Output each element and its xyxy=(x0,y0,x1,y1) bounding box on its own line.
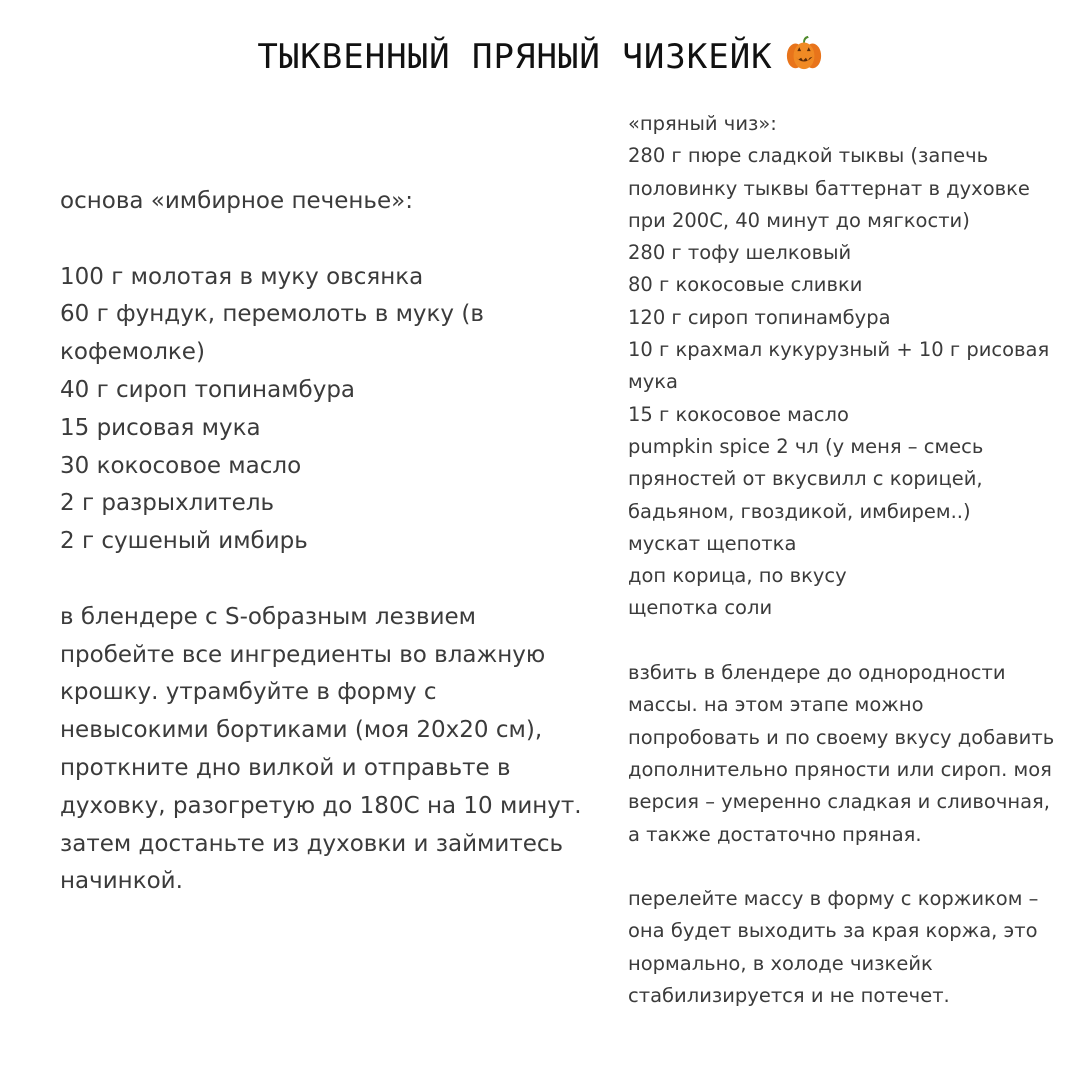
base-ingredients-list xyxy=(60,259,600,561)
page-title xyxy=(0,34,1080,77)
paragraph-line: невысокими бортиками (моя 20х20 см), xyxy=(60,717,543,744)
list-item: при 200С, 40 минут до мягкости) xyxy=(628,208,970,232)
filling-ingredients-list xyxy=(628,140,1078,624)
list-item: бадьяном, гвоздикой, имбирем..) xyxy=(628,499,971,523)
list-item: 30 кокосовое масло xyxy=(60,452,302,479)
list-item: 40 г сироп топинамбура xyxy=(60,376,356,403)
base-instructions xyxy=(60,599,600,901)
paragraph-line: в блендере с S-образным лезвием xyxy=(60,603,477,630)
list-item: половинку тыквы баттернат в духовке xyxy=(628,176,1030,200)
list-item: 280 г пюре сладкой тыквы (запечь xyxy=(628,144,989,168)
paragraph-line: она будет выходить за края коржа, это xyxy=(628,919,1038,943)
filling-instructions xyxy=(628,657,1078,851)
list-item: мука xyxy=(628,370,678,394)
list-item: 10 г крахмал кукурузный + 10 г рисовая xyxy=(628,338,1050,362)
paragraph-line: нормально, в холоде чизкейк xyxy=(628,951,933,975)
list-item: 15 г кокосовое масло xyxy=(628,402,849,426)
list-item: 100 г молотая в муку овсянка xyxy=(60,263,424,290)
list-item: мускат щепотка xyxy=(628,531,797,555)
title-text: ТЫКВЕННЫЙ ПРЯНЫЙ ЧИЗКЕЙК xyxy=(257,37,773,77)
paragraph-line: крошку. утрамбуйте в форму с xyxy=(60,679,437,706)
paragraph-line: духовку, разогретую до 180С на 10 минут. xyxy=(60,792,582,819)
filling-notes xyxy=(628,883,1078,1012)
list-item: пряностей от вкусвилл с корицей, xyxy=(628,467,983,491)
list-item: 2 г сушеный имбирь xyxy=(60,528,308,555)
paragraph-line: массы. на этом этапе можно xyxy=(628,693,924,717)
filling-heading: «пряный чиз»: xyxy=(628,112,777,135)
paragraph-line: дополнительно пряности или сироп. моя xyxy=(628,757,1052,781)
base-section xyxy=(60,183,600,901)
paragraph-line: стабилизируется и не потечет. xyxy=(628,984,950,1008)
paragraph-line: а также достаточно пряная. xyxy=(628,822,922,846)
list-item: кофемолке) xyxy=(60,339,205,366)
paragraph-line: версия – умеренно сладкая и сливочная, xyxy=(628,790,1050,814)
filling-section xyxy=(628,108,1078,1012)
paragraph-line: начинкой. xyxy=(60,868,183,895)
list-item: 60 г фундук, перемолоть в муку (в xyxy=(60,301,484,328)
paragraph-line: пробейте все ингредиенты во влажную xyxy=(60,641,546,668)
list-item: pumpkin spice 2 чл (у меня – смесь xyxy=(628,434,984,458)
paragraph-line: проткните дно вилкой и отправьте в xyxy=(60,754,511,781)
list-item: 2 г разрыхлитель xyxy=(60,490,275,517)
list-item: 280 г тофу шелковый xyxy=(628,241,852,265)
list-item: 15 рисовая мука xyxy=(60,414,261,441)
list-item: щепотка соли xyxy=(628,596,773,620)
paragraph-line: попробовать и по своему вкусу добавить xyxy=(628,725,1055,749)
jack-o-lantern-icon xyxy=(785,34,823,72)
paragraph-line: затем достаньте из духовки и займитесь xyxy=(60,830,564,857)
list-item: 80 г кокосовые сливки xyxy=(628,273,863,297)
base-heading: основа «имбирное печенье»: xyxy=(60,188,413,214)
list-item: 120 г сироп топинамбура xyxy=(628,305,891,329)
paragraph-line: перелейте массу в форму с коржиком – xyxy=(628,887,1039,911)
list-item: доп корица, по вкусу xyxy=(628,564,847,588)
paragraph-line: взбить в блендере до однородности xyxy=(628,661,1006,685)
